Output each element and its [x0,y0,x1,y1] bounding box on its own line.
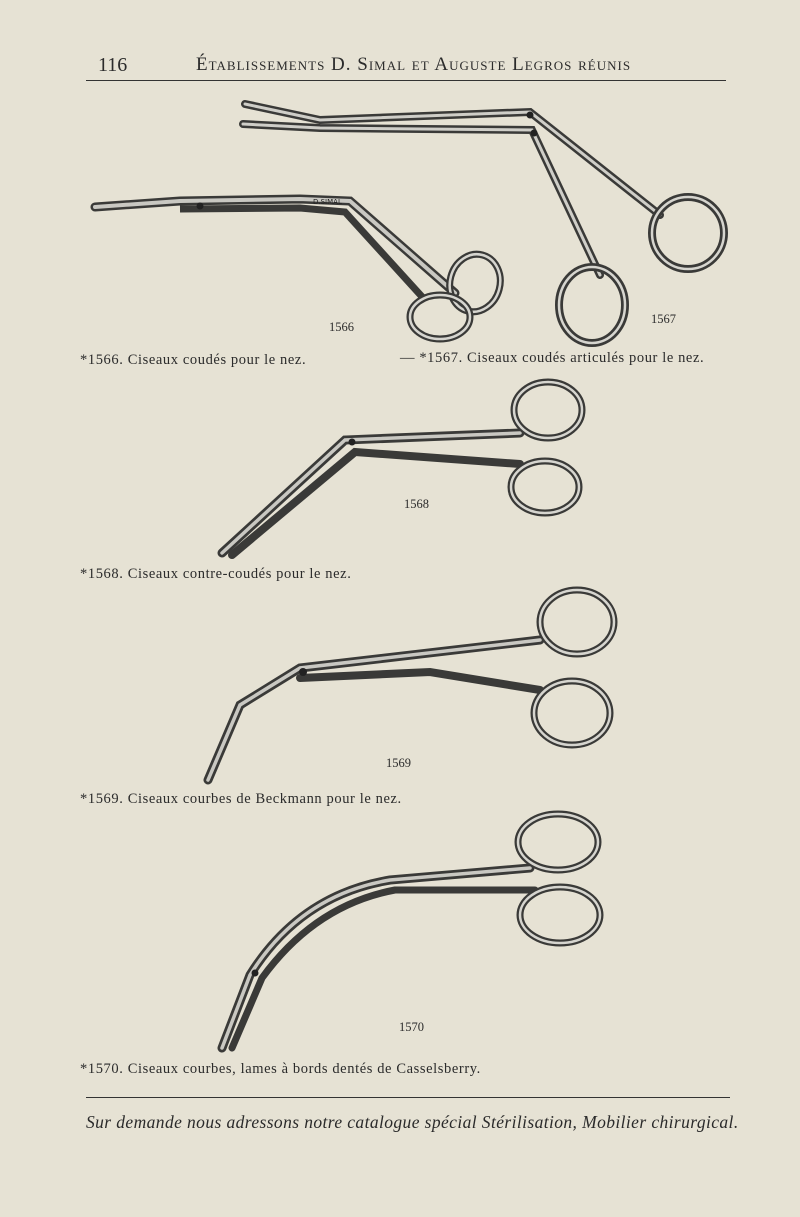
scissors-1568-illustration [222,382,582,555]
page-number: 116 [98,54,128,76]
figure-number-1569: 1569 [386,756,411,770]
caption-1566: *1566. Ciseaux coudés pour le nez. [80,352,307,368]
scissors-1570-illustration [222,814,600,1048]
footer-note: Sur demande nous adressons notre catalogue spécial Stérilisation, Mobilier chirurgical. [86,1112,739,1132]
scissors-1569-illustration [208,590,614,780]
figure-number-1568: 1568 [404,497,429,511]
footer-divider [86,1097,730,1098]
figure-number-1567: 1567 [651,312,676,326]
figure-number-1570: 1570 [399,1020,424,1034]
caption-1568: *1568. Ciseaux contre-coudés pour le nez. [80,566,352,582]
engraving-mark: D.SIMAL [313,198,342,206]
caption-1570: *1570. Ciseaux courbes, lames à bords dentés de Casselsberry. [80,1061,481,1077]
figure-number-1566: 1566 [329,320,354,334]
scissors-1566-illustration [95,198,507,339]
caption-1569: *1569. Ciseaux courbes de Beckmann pour le nez. [80,791,402,807]
running-title: Établissements D. Simal et Auguste Legros réunis [196,54,632,75]
caption-1567: — *1567. Ciseaux coudés articulés pour le nez. [400,350,705,366]
